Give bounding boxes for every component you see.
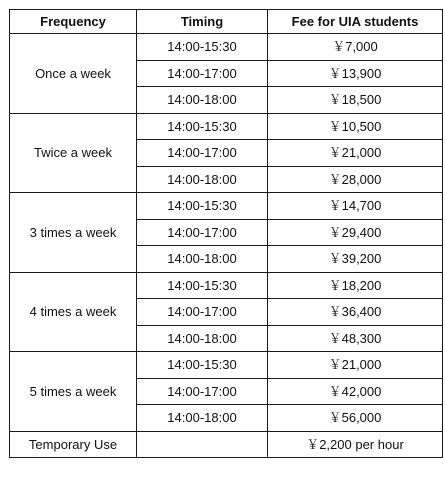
timing-cell: 14:00-17:00 (137, 60, 268, 87)
fee-cell: ￥21,000 (268, 140, 443, 167)
table-row (10, 352, 443, 379)
fee-cell: ￥14,700 (268, 193, 443, 220)
fee-cell: ￥7,000 (268, 34, 443, 61)
fee-cell: ￥18,500 (268, 87, 443, 114)
timing-cell: 14:00-15:30 (137, 113, 268, 140)
fee-cell: ￥18,200 (268, 272, 443, 299)
table-row (10, 34, 443, 61)
fee-cell: ￥28,000 (268, 166, 443, 193)
header-row (10, 10, 443, 34)
timing-cell: 14:00-18:00 (137, 246, 268, 273)
frequency-cell: Twice a week (10, 113, 137, 193)
timing-cell: 14:00-17:00 (137, 140, 268, 167)
table-body (10, 34, 443, 458)
timing-cell: 14:00-15:30 (137, 34, 268, 61)
header-frequency: Frequency (10, 10, 137, 34)
timing-cell: 14:00-15:30 (137, 272, 268, 299)
header-fee: Fee for UIA students (268, 10, 443, 34)
fee-cell: ￥29,400 (268, 219, 443, 246)
frequency-cell: 3 times a week (10, 193, 137, 273)
frequency-cell: 5 times a week (10, 352, 137, 432)
frequency-cell: Once a week (10, 34, 137, 114)
timing-cell: 14:00-18:00 (137, 166, 268, 193)
fee-cell: ￥13,900 (268, 60, 443, 87)
timing-cell: 14:00-18:00 (137, 325, 268, 352)
frequency-cell: Temporary Use (10, 431, 137, 458)
timing-cell: 14:00-17:00 (137, 219, 268, 246)
fee-cell: ￥10,500 (268, 113, 443, 140)
fee-cell: ￥56,000 (268, 405, 443, 432)
fee-cell: ￥2,200 per hour (268, 431, 443, 458)
timing-cell: 14:00-17:00 (137, 378, 268, 405)
timing-cell: 14:00-18:00 (137, 87, 268, 114)
fee-cell: ￥21,000 (268, 352, 443, 379)
table-row (10, 193, 443, 220)
table-row (10, 272, 443, 299)
header-timing: Timing (137, 10, 268, 34)
frequency-cell: 4 times a week (10, 272, 137, 352)
fee-table (9, 9, 443, 458)
timing-cell: 14:00-15:30 (137, 193, 268, 220)
fee-cell: ￥39,200 (268, 246, 443, 273)
timing-cell: 14:00-15:30 (137, 352, 268, 379)
table-row (10, 113, 443, 140)
table-header (10, 10, 443, 34)
fee-cell: ￥48,300 (268, 325, 443, 352)
fee-cell: ￥42,000 (268, 378, 443, 405)
timing-cell (137, 431, 268, 458)
timing-cell: 14:00-18:00 (137, 405, 268, 432)
fee-cell: ￥36,400 (268, 299, 443, 326)
temporary-row (10, 431, 443, 458)
timing-cell: 14:00-17:00 (137, 299, 268, 326)
